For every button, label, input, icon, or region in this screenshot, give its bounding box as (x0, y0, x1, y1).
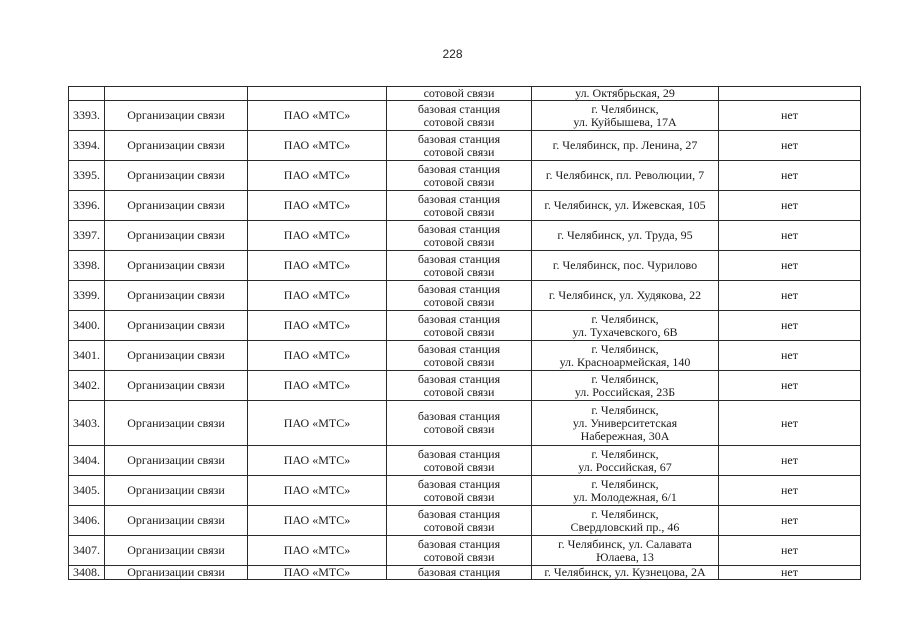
organization-cell: ПАО «МТС» (248, 281, 387, 311)
organization-cell: ПАО «МТС» (248, 566, 387, 580)
organization-cell: ПАО «МТС» (248, 251, 387, 281)
address-cell (532, 281, 719, 311)
address-cell-line: г. Челябинск, (591, 476, 659, 491)
object-cell-line: сотовой связи (423, 86, 495, 100)
object-cell (387, 101, 532, 131)
object-cell (387, 401, 532, 446)
object-cell-line: базовая станция (417, 536, 501, 551)
object-cell-line: сотовой связи (423, 234, 495, 249)
address-cell-line: г. Челябинск, ул. Худякова, 22 (548, 288, 702, 302)
flag-cell: нет (719, 476, 861, 506)
object-cell (387, 446, 532, 476)
number-cell: 3393. (69, 101, 105, 131)
table-row (69, 341, 861, 371)
object-cell-line: базовая станция (417, 281, 501, 296)
address-cell-line: ул. Российская, 23Б (574, 384, 676, 399)
object-cell-line: базовая станция (417, 506, 501, 521)
table-row (69, 251, 861, 281)
object-cell-line: сотовой связи (423, 264, 495, 279)
object-cell (387, 281, 532, 311)
table-row (69, 506, 861, 536)
object-cell (387, 251, 532, 281)
flag-cell: нет (719, 506, 861, 536)
category-cell: Организации связи (105, 371, 248, 401)
organization-cell: ПАО «МТС» (248, 446, 387, 476)
address-cell (532, 446, 719, 476)
category-cell: Организации связи (105, 536, 248, 566)
flag-cell: нет (719, 341, 861, 371)
object-cell (387, 191, 532, 221)
category-cell: Организации связи (105, 506, 248, 536)
organization-cell: ПАО «МТС» (248, 371, 387, 401)
number-cell: 3397. (69, 221, 105, 251)
address-cell (532, 101, 719, 131)
number-cell: 3399. (69, 281, 105, 311)
flag-cell: нет (719, 566, 861, 580)
organization-cell: ПАО «МТС» (248, 536, 387, 566)
object-cell-line: сотовой связи (423, 489, 495, 504)
address-cell (532, 566, 719, 580)
organization-cell: ПАО «МТС» (248, 341, 387, 371)
object-cell-line: сотовой связи (423, 519, 495, 534)
object-cell-line: сотовой связи (423, 204, 495, 219)
organization-cell (248, 87, 387, 101)
address-cell-line: Свердловский пр., 46 (570, 519, 680, 534)
category-cell: Организации связи (105, 101, 248, 131)
registry-table-body (69, 87, 861, 580)
number-cell: 3394. (69, 131, 105, 161)
address-cell-line: Юлаева, 13 (596, 549, 654, 564)
object-cell-line: сотовой связи (423, 422, 495, 436)
page-number: 228 (442, 47, 463, 61)
table-row (69, 131, 861, 161)
organization-cell: ПАО «МТС» (248, 476, 387, 506)
address-cell-line: ул. Тухачевского, 6В (572, 324, 678, 339)
registry-table (68, 86, 861, 580)
object-cell (387, 476, 532, 506)
address-cell (532, 506, 719, 536)
address-cell-line: г. Челябинск, (591, 101, 659, 116)
object-cell (387, 536, 532, 566)
table-row (69, 401, 861, 446)
number-cell (69, 87, 105, 101)
address-cell-line: Набережная, 30А (580, 428, 670, 443)
table-row (69, 101, 861, 131)
object-cell (387, 311, 532, 341)
address-cell-line: ул. Молодежная, 6/1 (573, 489, 677, 504)
organization-cell: ПАО «МТС» (248, 311, 387, 341)
organization-cell: ПАО «МТС» (248, 401, 387, 446)
address-cell-line: ул. Российская, 67 (578, 459, 672, 474)
flag-cell: нет (719, 221, 861, 251)
number-cell: 3396. (69, 191, 105, 221)
category-cell: Организации связи (105, 251, 248, 281)
number-cell: 3407. (69, 536, 105, 566)
table-row (69, 281, 861, 311)
object-cell-line: сотовой связи (423, 459, 495, 474)
category-cell: Организации связи (105, 446, 248, 476)
object-cell (387, 161, 532, 191)
address-cell-line: г. Челябинск, (591, 311, 659, 326)
address-cell (532, 476, 719, 506)
table-row (69, 221, 861, 251)
flag-cell: нет (719, 251, 861, 281)
flag-cell: нет (719, 191, 861, 221)
object-cell-line: базовая станция (417, 131, 501, 146)
address-cell (532, 341, 719, 371)
object-cell-line: сотовой связи (423, 384, 495, 399)
number-cell: 3395. (69, 161, 105, 191)
object-cell-line: сотовой связи (423, 144, 495, 159)
address-cell-line: г. Челябинск, (591, 371, 659, 386)
address-cell (532, 221, 719, 251)
address-cell-line: г. Челябинск, (591, 446, 659, 461)
flag-cell: нет (719, 401, 861, 446)
object-cell (387, 566, 532, 580)
address-cell-line: ул. Красноармейская, 140 (559, 354, 691, 369)
number-cell: 3406. (69, 506, 105, 536)
organization-cell: ПАО «МТС» (248, 161, 387, 191)
category-cell: Организации связи (105, 221, 248, 251)
object-cell-line: базовая станция (417, 565, 501, 579)
object-cell (387, 131, 532, 161)
address-cell (532, 536, 719, 566)
organization-cell: ПАО «МТС» (248, 191, 387, 221)
number-cell: 3401. (69, 341, 105, 371)
object-cell-line: сотовой связи (423, 114, 495, 129)
organization-cell: ПАО «МТС» (248, 221, 387, 251)
address-cell (532, 131, 719, 161)
category-cell: Организации связи (105, 281, 248, 311)
organization-cell: ПАО «МТС» (248, 506, 387, 536)
category-cell: Организации связи (105, 311, 248, 341)
number-cell: 3398. (69, 251, 105, 281)
object-cell-line: базовая станция (417, 476, 501, 491)
address-cell (532, 161, 719, 191)
object-cell (387, 506, 532, 536)
category-cell: Организации связи (105, 401, 248, 446)
table-row (69, 566, 861, 580)
object-cell-line: базовая станция (417, 311, 501, 326)
address-cell-line: ул. Октябрьская, 29 (575, 86, 675, 100)
flag-cell: нет (719, 131, 861, 161)
object-cell-line: базовая станция (417, 161, 501, 176)
object-cell-line: сотовой связи (423, 294, 495, 309)
number-cell: 3402. (69, 371, 105, 401)
flag-cell: нет (719, 101, 861, 131)
category-cell: Организации связи (105, 566, 248, 580)
category-cell: Организации связи (105, 191, 248, 221)
flag-cell: нет (719, 446, 861, 476)
number-cell: 3403. (69, 401, 105, 446)
address-cell-line: г. Челябинск, пл. Революции, 7 (545, 168, 705, 182)
category-cell: Организации связи (105, 341, 248, 371)
address-cell (532, 251, 719, 281)
address-cell-line: г. Челябинск, пр. Ленина, 27 (552, 138, 698, 152)
address-cell-line: г. Челябинск, ул. Ижевская, 105 (544, 198, 706, 212)
table-row (69, 191, 861, 221)
flag-cell: нет (719, 161, 861, 191)
address-cell (532, 371, 719, 401)
flag-cell: нет (719, 281, 861, 311)
category-cell: Организации связи (105, 161, 248, 191)
address-cell-line: г. Челябинск, пос. Чурилово (552, 258, 698, 272)
object-cell-line: базовая станция (417, 191, 501, 206)
flag-cell (719, 87, 861, 101)
address-cell (532, 191, 719, 221)
address-cell-line: г. Челябинск, (591, 506, 659, 521)
object-cell (387, 341, 532, 371)
number-cell: 3408. (69, 566, 105, 580)
address-cell-line: г. Челябинск, ул. Салавата (558, 536, 692, 551)
address-cell-line: г. Челябинск, ул. Труда, 95 (557, 228, 693, 242)
table-row (69, 536, 861, 566)
address-cell (532, 311, 719, 341)
number-cell: 3404. (69, 446, 105, 476)
object-cell-line: базовая станция (417, 446, 501, 461)
address-cell-line: ул. Университетская (572, 415, 678, 430)
address-cell-line: г. Челябинск, (591, 341, 659, 356)
object-cell (387, 371, 532, 401)
category-cell: Организации связи (105, 131, 248, 161)
number-cell: 3400. (69, 311, 105, 341)
address-cell-line: г. Челябинск, ул. Кузнецова, 2А (544, 565, 706, 579)
category-cell (105, 87, 248, 101)
table-row (69, 161, 861, 191)
object-cell-line: базовая станция (417, 409, 501, 423)
object-cell-line: сотовой связи (423, 549, 495, 564)
object-cell-line: сотовой связи (423, 354, 495, 369)
table-row (69, 311, 861, 341)
object-cell-line: базовая станция (417, 341, 501, 356)
address-cell (532, 87, 719, 101)
table-row (69, 371, 861, 401)
organization-cell: ПАО «МТС» (248, 131, 387, 161)
number-cell: 3405. (69, 476, 105, 506)
flag-cell: нет (719, 311, 861, 341)
table-row (69, 476, 861, 506)
object-cell-line: базовая станция (417, 371, 501, 386)
object-cell (387, 87, 532, 101)
object-cell-line: базовая станция (417, 101, 501, 116)
address-cell-line: г. Челябинск, (591, 402, 659, 417)
flag-cell: нет (719, 536, 861, 566)
object-cell-line: сотовой связи (423, 324, 495, 339)
table-row (69, 87, 861, 101)
table-row (69, 446, 861, 476)
address-cell-line: ул. Куйбышева, 17А (573, 114, 677, 129)
address-cell (532, 401, 719, 446)
object-cell (387, 221, 532, 251)
object-cell-line: базовая станция (417, 221, 501, 236)
object-cell-line: сотовой связи (423, 174, 495, 189)
flag-cell: нет (719, 371, 861, 401)
object-cell-line: базовая станция (417, 251, 501, 266)
category-cell: Организации связи (105, 476, 248, 506)
organization-cell: ПАО «МТС» (248, 101, 387, 131)
